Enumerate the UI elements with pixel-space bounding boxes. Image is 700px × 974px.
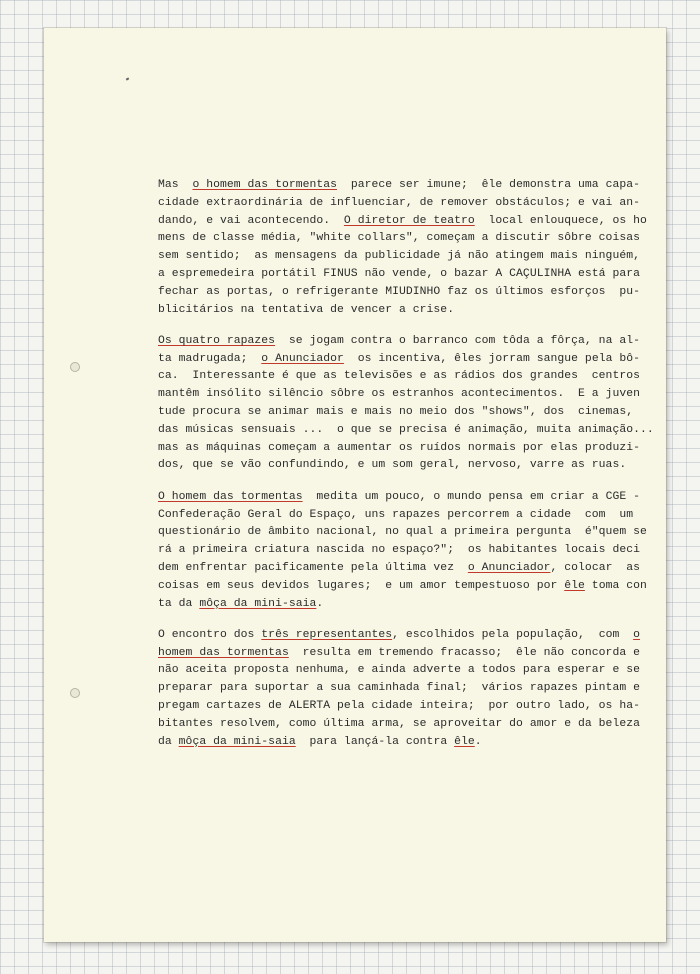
paper-sheet [44,28,666,942]
text-segment: dos, que se vão confundindo, e um som geral, nervoso, varre as ruas. [158,459,627,472]
paragraph [158,177,647,319]
text-segment: parece ser imune; êle demonstra uma capa- [337,179,641,191]
ink-speck [126,77,130,80]
text-segment: mens de classe média, "white collars", começam a discutir sôbre coisas [158,232,640,245]
text-segment: O encontro dos [158,628,262,641]
text-line [158,333,638,351]
text-segment: das músicas sensuais ... o que se precisa é animação, muita animação... [158,423,654,436]
text-segment: ta da [158,597,200,610]
text-line [158,284,638,302]
underlined-phrase: homem das tormentas [158,646,289,659]
text-segment: medita um pouco, o mundo pensa em criar a CGE - [302,490,640,503]
text-line [158,457,638,475]
text-segment: dando, e vai acontecendo. [158,214,344,227]
text-line [158,195,638,213]
text-segment: ta madrugada; [158,352,262,365]
text-line [158,560,641,578]
text-segment: fechar as portas, o refrigerante MIUDINHO faz os últimos esforços pu- [158,285,640,298]
text-line [158,698,638,716]
text-segment: coisas em seus devidos lugares; e um amor tempestuoso por [158,579,565,592]
text-segment: cidade extraordinária de influenciar, de remover obstáculos; e vai an- [158,196,640,209]
text-segment: mantêm insólito silêncio sôbre os estranhos acontecimentos. E a juven [158,388,640,401]
underlined-phrase: êle [564,579,585,592]
text-line [158,578,647,596]
text-segment: para lançá-la contra [295,735,455,748]
text-segment: mas as máquinas começam a aumentar os ruídos normais por elas produzi- [158,441,640,454]
text-segment: não aceita proposta nenhuma, e ainda adverte a todos para esperar e se [158,664,640,677]
text-line [158,368,638,386]
punch-hole-bottom [70,688,80,698]
text-segment: resulta em tremendo fracasso; êle não concorda e [288,646,640,659]
text-line [158,440,638,458]
text-line [158,596,638,614]
text-line [158,645,638,663]
text-line [158,734,638,752]
text-segment: . [474,735,482,748]
text-segment: dem enfrentar pacìficamente pela última vez [158,561,468,574]
text-segment: , colocar as [550,561,641,574]
text-segment: da [158,735,179,748]
text-line [158,177,641,195]
text-line [158,213,647,231]
text-line [158,542,638,560]
text-segment: Confederação Geral do Espaço, uns rapazes percorrem a cidade com um [158,508,634,521]
punch-hole-top [70,362,80,372]
text-line [158,662,638,680]
text-line [158,716,638,734]
text-line [158,507,638,525]
text-segment: toma con [584,579,647,592]
underlined-phrase: o Anunciador [261,352,344,365]
text-line [158,302,638,320]
paragraph [158,333,654,475]
underlined-phrase: môça da mini-saia [178,735,296,748]
text-segment: blicitários na tentativa de vencer a crise. [158,303,455,316]
underlined-phrase: o [633,628,641,641]
underlined-phrase: O homem das tormentas [158,490,303,503]
underlined-phrase: Os quatro rapazes [158,334,276,347]
underlined-phrase: êle [454,735,475,748]
text-segment: os incentiva, êles jorram sangue pela bô- [343,352,641,365]
underlined-phrase: o homem das tormentas [192,179,338,191]
text-segment: ca. Interessante é que as televisões e as rádios dos grandes centros [158,370,640,383]
underlined-phrase: três representantes [261,628,393,641]
text-line [158,422,654,440]
text-segment: pregam cartazes de ALERTA pela cidade inteira; por outro lado, os ha- [158,700,640,713]
underlined-phrase: o Anunciador [467,561,551,574]
underlined-phrase: O diretor de teatro [343,214,475,227]
text-line [158,404,638,422]
typewritten-text [158,177,654,765]
text-segment: rá a primeira criatura nascida no espaço?"; os habitantes locais deci [158,544,640,557]
text-segment: a espremedeira portátil FINUS não vende, o bazar A CAÇULINHA está para [158,267,640,280]
text-line [158,266,638,284]
text-line [158,386,638,404]
text-segment: , escolhidos pela população, com [392,628,634,641]
text-segment: local enlouquece, os ho [474,214,647,227]
text-segment: Mas [158,179,193,191]
text-line [158,489,638,507]
underlined-phrase: môça da mini-saia [199,597,317,610]
text-line [158,627,641,645]
text-line [158,680,638,698]
paragraph [158,627,641,752]
paragraph [158,489,647,614]
text-segment: tude procura se animar mais e mais no meio dos "shows", dos cinemas, [158,406,634,419]
text-segment: bitantes resolvem, como última arma, se aproveitar do amor e da beleza [158,717,640,730]
text-line [158,524,647,542]
text-segment: sem sentido; as mensagens da publicidade já não atingem mais ninguém, [158,250,640,263]
text-segment: preparar para suportar a sua caminhada final; vários rapazes pintam e [158,682,640,695]
text-segment: . [316,597,324,610]
text-segment: questionário de âmbito nacional, no qual a primeira pergunta é"quem se [158,526,647,539]
text-segment: se jogam contra o barranco com tôda a fôrça, na al- [275,334,640,347]
text-line [158,351,641,369]
text-line [158,248,638,266]
text-line [158,230,638,248]
